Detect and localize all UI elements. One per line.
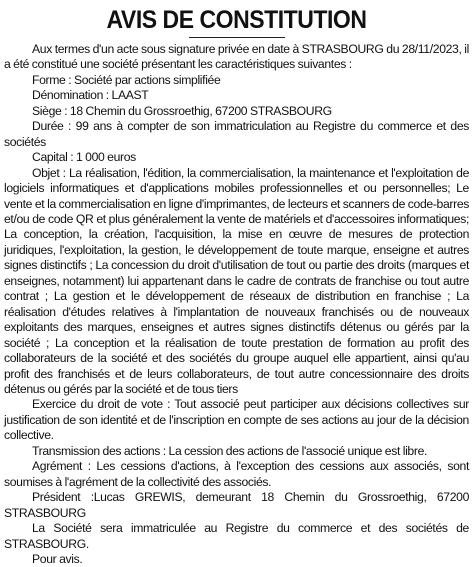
registration-line: La Société sera immatriculée au Registre du commerce et des sociétés de STRASBOURG. xyxy=(4,521,469,551)
intro-paragraph: Aux termes d'un acte sous signature privée en date à STRASBOURG du 28/11/2023, il a été constitué une société présentant les caractéristiques suivantes : xyxy=(4,42,469,72)
notice-body xyxy=(4,42,469,567)
head-office-line: Siège : 18 Chemin du Grossroethig, 67200 STRASBOURG xyxy=(32,103,332,118)
duration-line: Durée : 99 ans à compter de son immatriculation au Registre du commerce et des sociétés xyxy=(4,119,469,149)
title-divider xyxy=(189,37,285,38)
capital-line: Capital : 1 000 euros xyxy=(32,150,136,165)
closing-line: Pour avis. xyxy=(32,551,83,566)
president-line: Président :Lucas GREWIS, demeurant 18 Chemin du Grossroethig, 67200 STRASBOURG xyxy=(4,490,469,520)
form-line: Forme : Société par actions simplifiée xyxy=(32,72,221,87)
share-transfer-line: Transmission des actions : La cession des actions de l'associé unique est libre. xyxy=(32,443,428,458)
voting-rights-paragraph: Exercice du droit de vote : Tout associé peut participer aux décisions collectives sur justification de son identité et de l'inscription en compte de ses actions au jour de la décision collective. xyxy=(4,397,469,443)
purpose-paragraph: Objet : La réalisation, l'édition, la commercialisation, la maintenance et l'exploitation de logiciels informatiques et d'applications mobiles professionnelles et ou personnelles; Le vente et la commercialisation en ligne d'imprimantes, de lecteurs et scanners de code-barres et/ou de code QR et plus généralement la vente de matériels et d'accessoires informatiques; La conception, la création, l'acquisition, la mise en œuvre de mesures de protection juridiques, l'exploitation, la gestion, le développement de toute marque, enseigne et autres signes distinctifs ; La concession du droit d'utilisation de tout ou partie des droits (marques et enseignes, notamment) lui appartenant dans le cadre de contrats de franchise ou tout autre contrat ; La gestion et le développement de réseaux de distribution en franchise ; La réalisation d'études relatives à l'implantation de nouveaux franchisés ou de nouveaux exploitants des marques, enseignes et autres signes distinctifs détenus ou gérés par la société ; La conception et la réalisation de toute prestation de formation au profit des collaborateurs de la société et des sociétés du groupe auquel elle appartient, ainsi qu'au profit des franchisés et de leurs collaborateurs, de tout autre concessionnaire des droits détenus ou gérés par la société et de tous tiers xyxy=(4,165,469,396)
name-line: Dénomination : LAAST xyxy=(32,88,149,103)
approval-paragraph: Agrément : Les cessions d'actions, à l'exception des cessions aux associés, sont soumises à l'agrément de la collectivité des associés. xyxy=(4,459,469,489)
notice-title: AVIS DE CONSTITUTION xyxy=(106,6,367,34)
